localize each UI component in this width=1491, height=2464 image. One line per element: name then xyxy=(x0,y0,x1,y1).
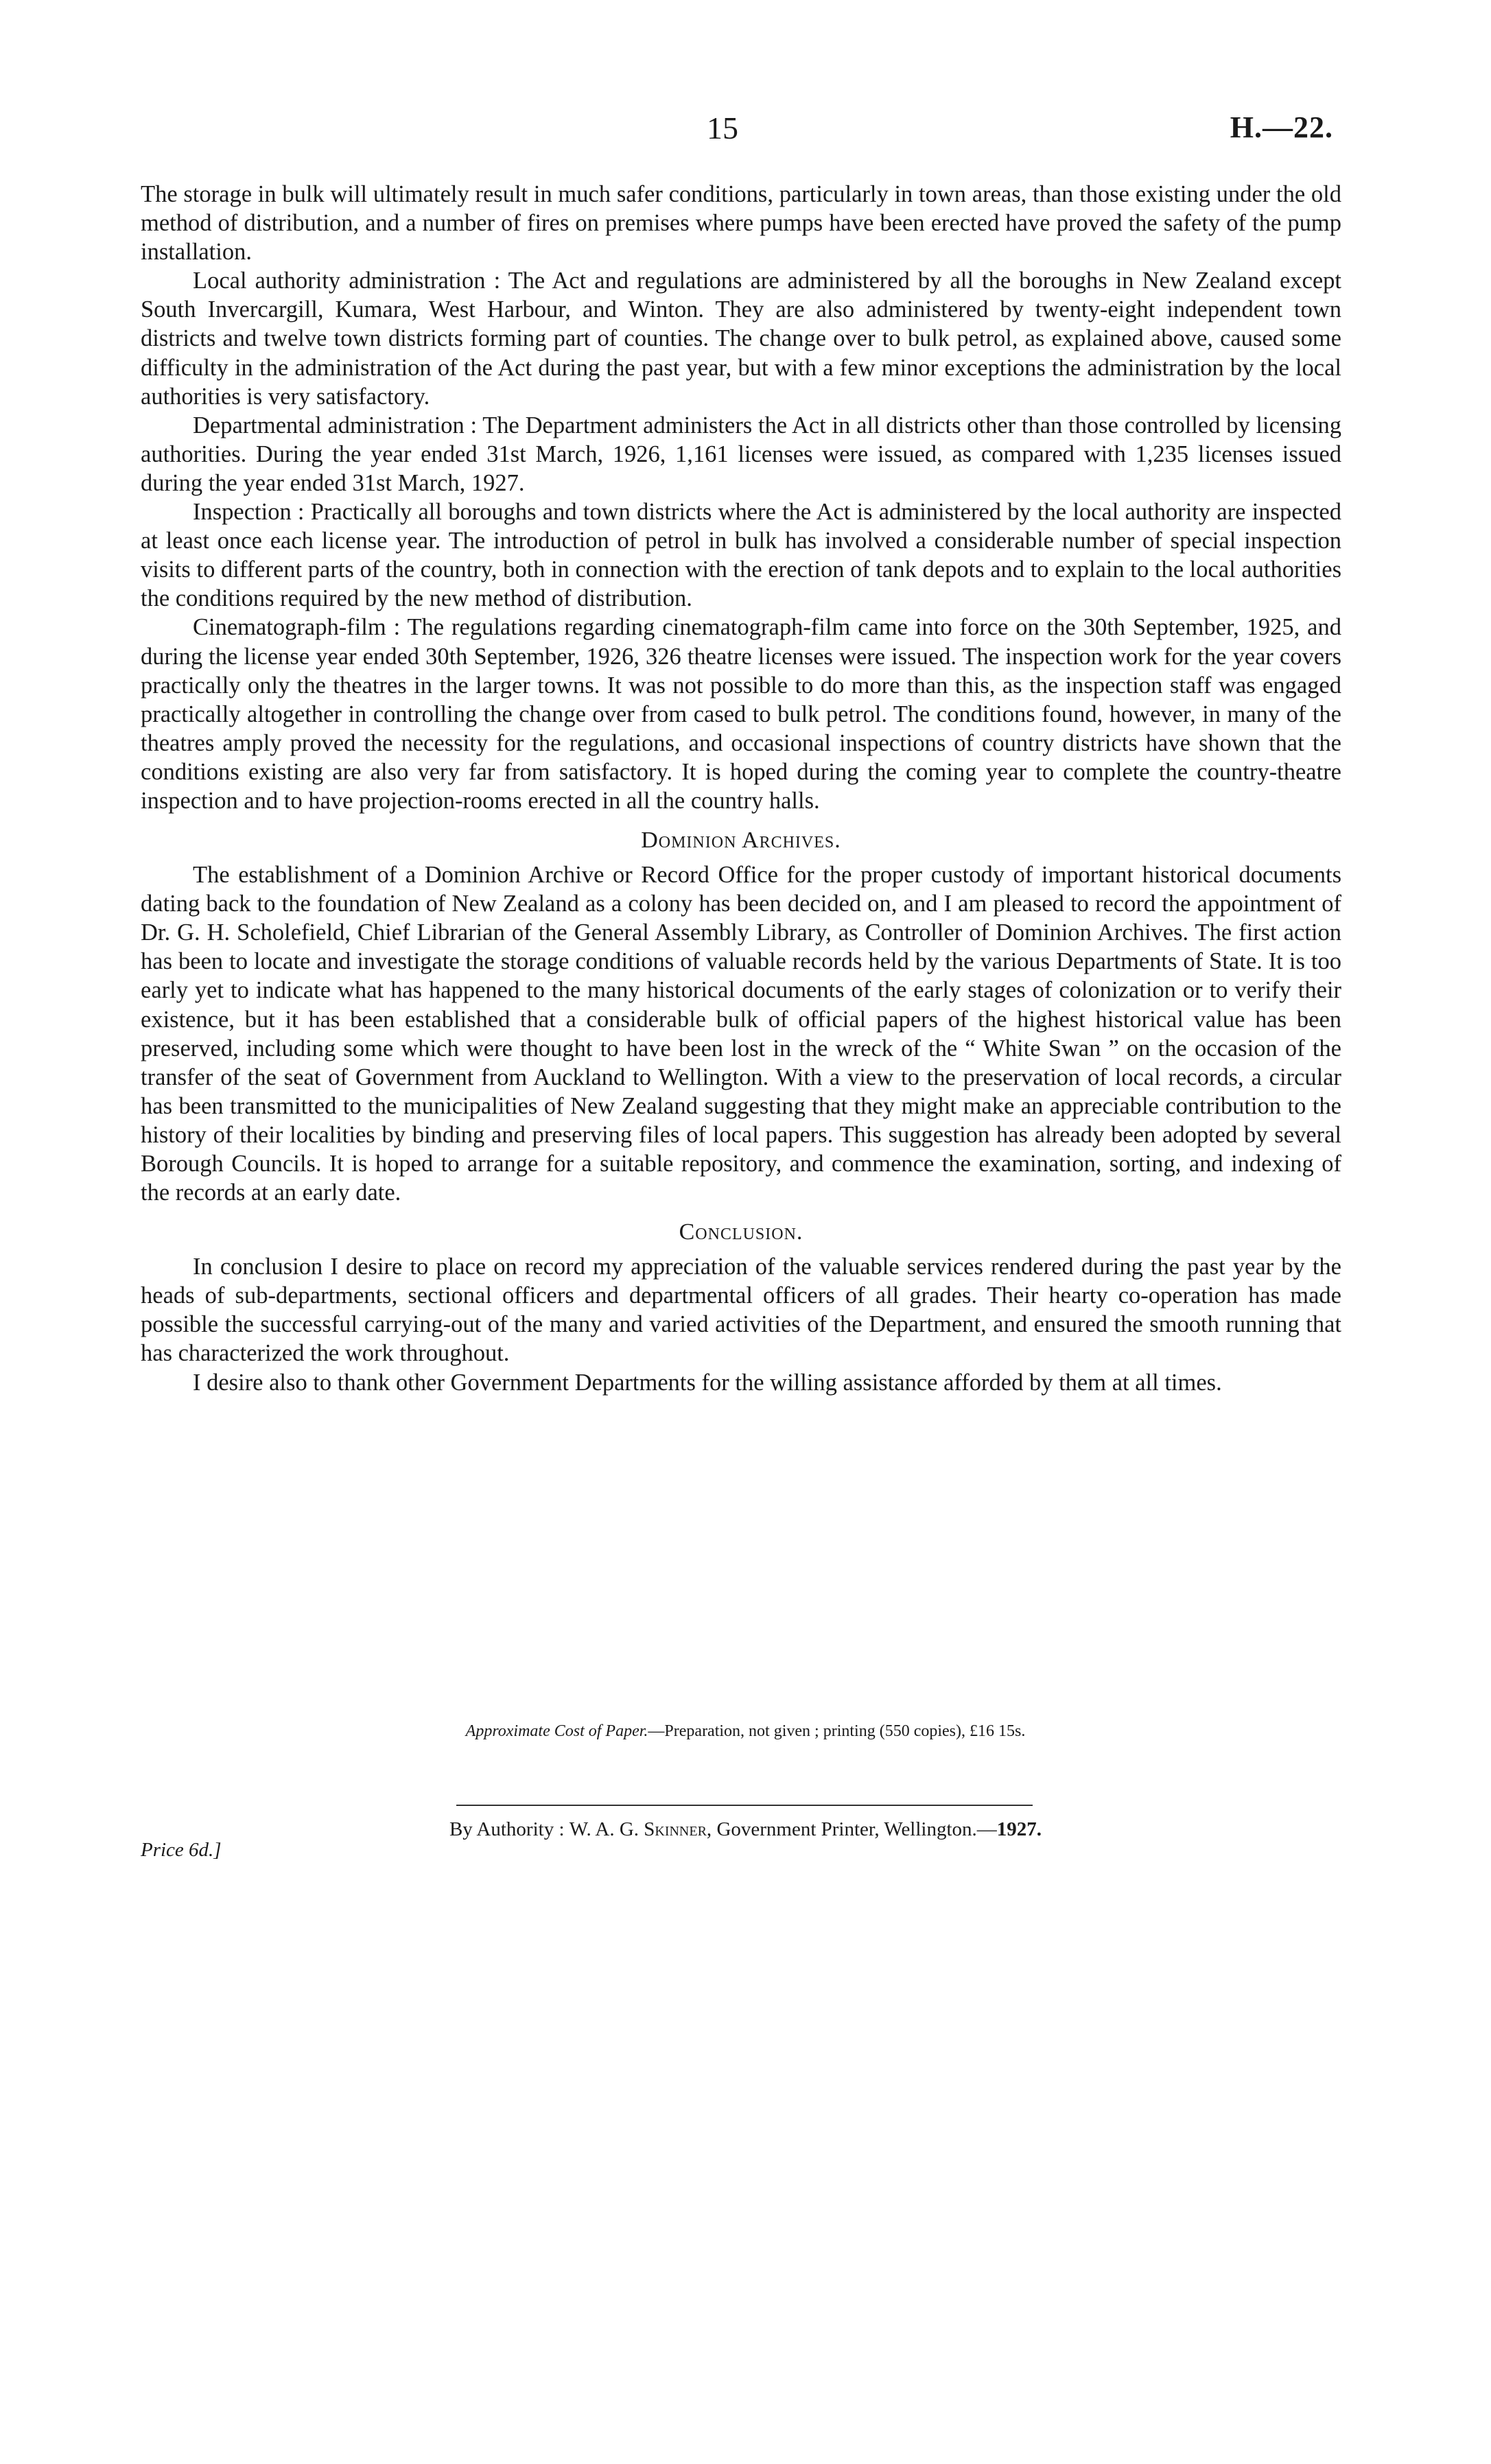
printer-authority-line xyxy=(0,1817,1491,1842)
paragraph-conclusion: In conclusion I desire to place on record my appreciation of the valuable services rendered during the past year by the heads of sub-departments, sectional officers and departmental officers of all grades. Their hearty co-operation has made possible the successful carrying-out of the many and varied activities of the Department, and ensured the smooth running that has characterized the work throughout. xyxy=(141,1254,1341,1367)
section-heading-conclusion: Conclusion. xyxy=(679,1219,803,1245)
paragraph-local-authority: Local authority administration : The Act and regulations are administered by all the boroughs in New Zealand except South Invercargill, Kumara, West Harbour, and Winton. They are also administered by twenty-eight independent town districts and twelve town districts forming part of counties. The change over to bulk petrol, as explained above, caused some difficulty in the administration of the Act during the past year, but with a few minor exceptions the administration by the local authorities is very satisfactory. xyxy=(141,268,1341,410)
paragraph-departmental-administration: Departmental administration : The Department administers the Act in all districts other than those controlled by licensing authorities. During the year ended 31st March, 1926, 1,161 licenses were issued, as compared with 1,235 licenses issued during the year ended 31st March, 1927. xyxy=(141,412,1341,496)
cost-label: Approximate Cost of Paper. xyxy=(465,1722,648,1740)
paragraph-bulk-storage: The storage in bulk will ultimately result in much safer conditions, particularly in town areas, than those existing under the old method of distribution, and a number of fires on premises where pumps have been erected have proved the safety of the pump installation. xyxy=(141,181,1341,266)
printer-name: W. A. G. Skinner, xyxy=(569,1818,712,1840)
print-year: 1927. xyxy=(996,1818,1042,1840)
printer-details: Government Printer, Wellington.— xyxy=(716,1818,997,1840)
price-note: Price 6d.] xyxy=(141,1839,222,1861)
document-code: H.—22. xyxy=(1230,110,1333,144)
paragraph-cinematograph-film: Cinematograph-film : The regulations regarding cinematograph-film came into force on the 30th September, 1925, and during the license year ended 30th September, 1926, 326 theatre licenses were issued. The inspection work for the year covers practically only the theatres in the larger towns. It was not possible to do more than this, as the inspection staff was engaged practically altogether in controlling the change over from cased to bulk petrol. The conditions found, however, in many of the theatres amply proved the necessity for the regulations, and occasional inspections of country districts have shown that the conditions existing are also very far from satisfactory. It is hoped during the coming year to complete the country-theatre inspection and to have projection-rooms erected in all the country halls. xyxy=(141,614,1341,814)
paragraph-dominion-archives: The establishment of a Dominion Archive or Record Office for the proper custody of important historical documents dating back to the foundation of New Zealand as a colony has been decided on, and I am pleased to record the appointment of Dr. G. H. Scholefield, Chief Librarian of the General Assembly Library, as Controller of Dominion Archives. The first action has been to locate and investigate the storage conditions of valuable records held by the various Departments of State. It is too early yet to indicate what has happened to the many historical documents of the early stages of colonization or to verify their existence, but it has been established that a considerable bulk of official papers of the highest historical value has been preserved, including some which were thought to have been lost in the wreck of the “ White Swan ” on the occasion of the transfer of the seat of Government from Auckland to Wellington. With a view to the preservation of local records, a circular has been transmitted to the municipalities of New Zealand suggesting that they might make an appreciable contribution to the history of their localities by binding and preserving files of local papers. This suggestion has already been adopted by several Borough Councils. It is hoped to arrange for a suitable repository, and commence the examination, sorting, and indexing of the records at an early date. xyxy=(141,862,1341,1206)
cost-text: —Preparation, not given ; printing (550 copies), £16 15s. xyxy=(648,1722,1026,1740)
body-text xyxy=(141,180,1341,1397)
page-header xyxy=(0,110,1491,151)
authority-label: By Authority : xyxy=(449,1818,565,1840)
paragraph-inspection: Inspection : Practically all boroughs and town districts where the Act is administered by the local authority are inspected at least once each license year. The introduction of petrol in bulk has involved a considerable number of special inspection visits to different parts of the country, both in connection with the erection of tank depots and to explain to the local authorities the conditions required by the new method of distribution. xyxy=(141,499,1341,612)
cost-of-paper-note xyxy=(0,1721,1491,1741)
paragraph-thanks: I desire also to thank other Government Departments for the willing assistance afforded by them at all times. xyxy=(193,1369,1222,1396)
page-number: 15 xyxy=(707,110,738,145)
section-heading-dominion-archives: Dominion Archives. xyxy=(641,828,841,854)
divider-rule xyxy=(456,1805,1033,1806)
